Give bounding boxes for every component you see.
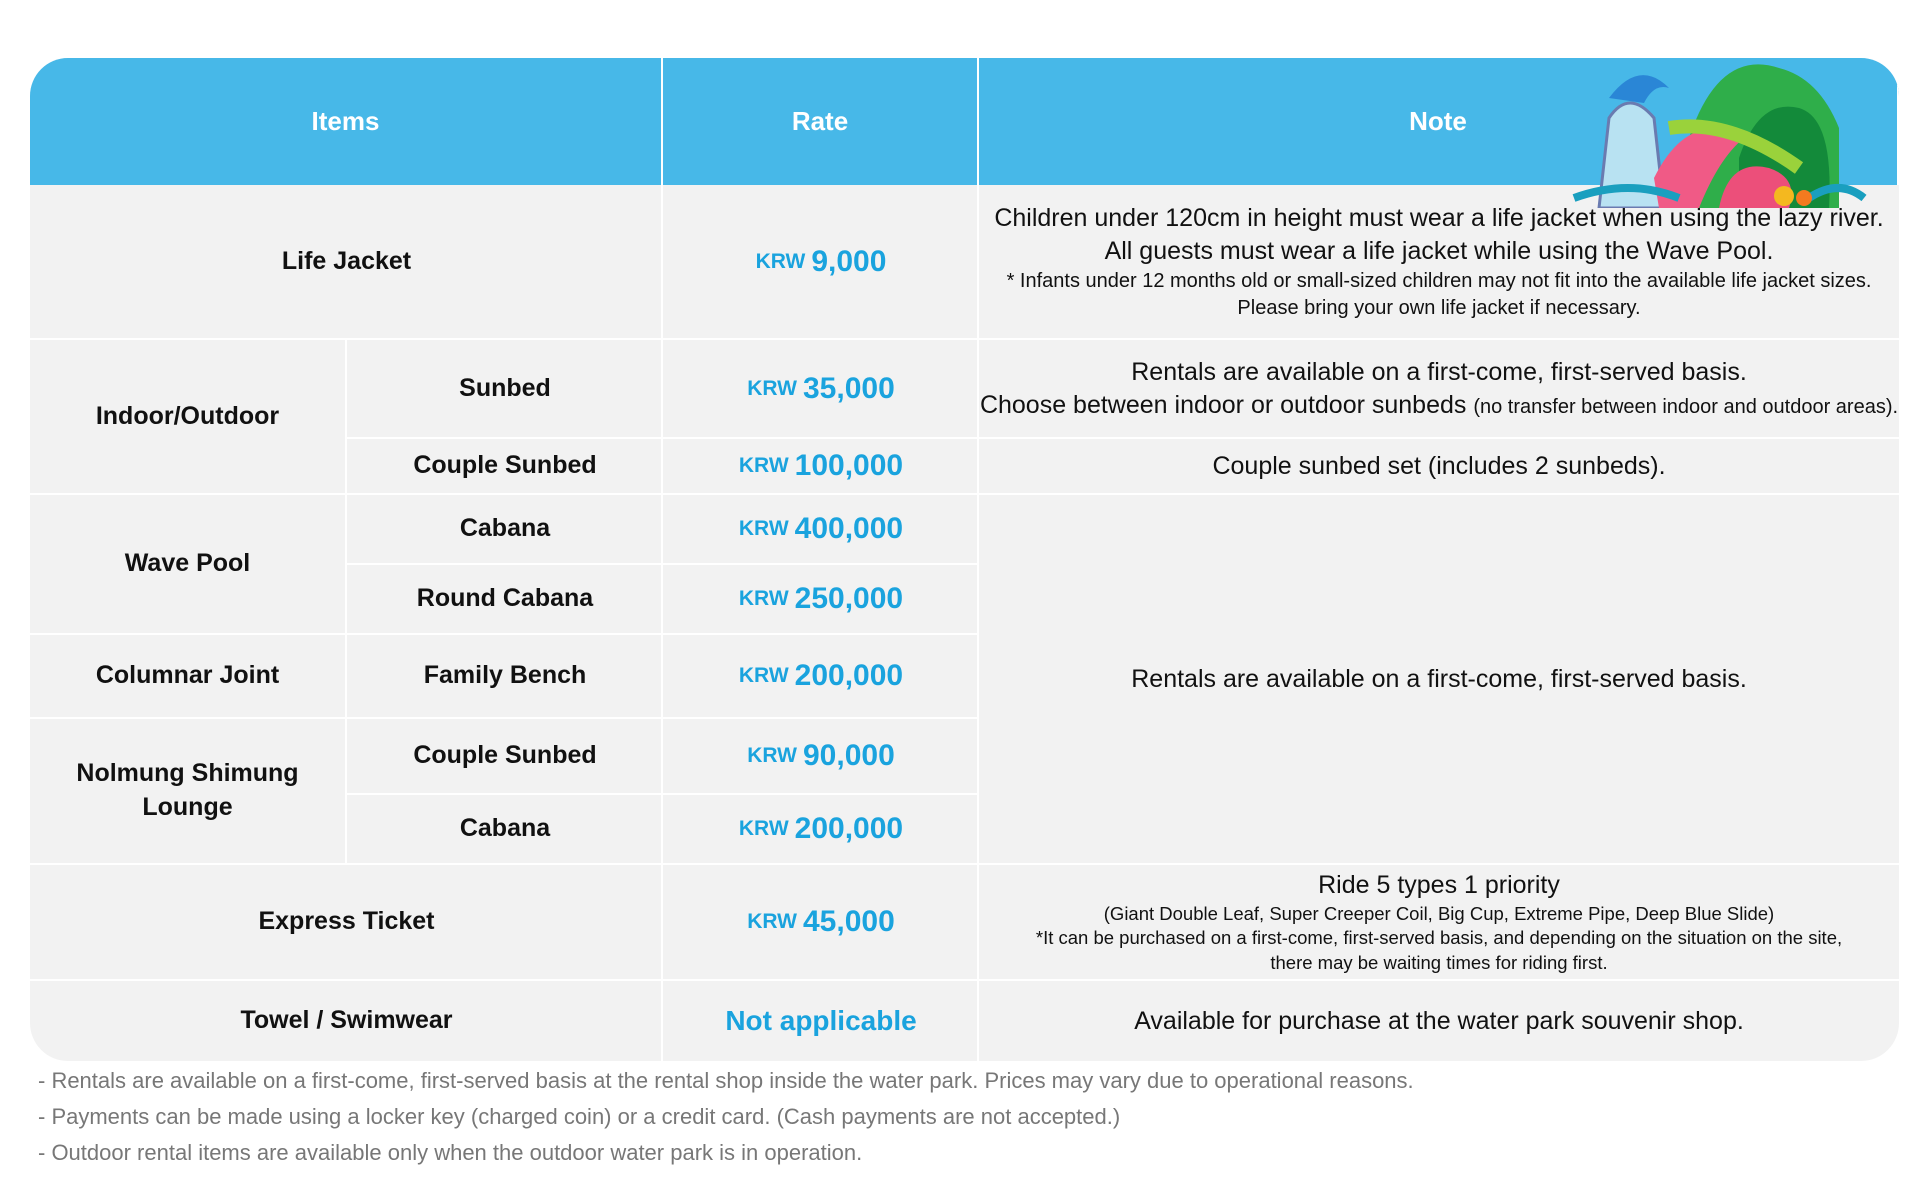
note-sunbed xyxy=(979,340,1899,437)
rate-lounge-couple-sunbed xyxy=(663,719,979,793)
row-divider xyxy=(347,563,979,565)
rate-value: 45,000 xyxy=(803,905,895,938)
rate-cabana xyxy=(663,495,979,563)
subitem-couple-sunbed: Couple Sunbed xyxy=(413,741,597,770)
note-shared-rentals: Rentals are available on a first-come, first-served basis. xyxy=(1131,664,1747,693)
currency-label: KRW xyxy=(747,744,797,767)
rate-life-jacket xyxy=(663,185,979,338)
rate-lounge-cabana xyxy=(663,795,979,863)
subitem-cabana: Cabana xyxy=(459,514,551,543)
note-text-small: (no transfer between indoor and outdoor areas). xyxy=(1473,395,1899,418)
note-line: Children under 120cm in height must wear a life jacket when using the lazy river. xyxy=(994,204,1884,233)
note-couple-sunbed: Couple sunbed set (includes 2 sunbeds). xyxy=(1212,451,1666,480)
item-towel-swimwear: Towel / Swimwear xyxy=(240,1006,453,1035)
rate-round-cabana xyxy=(663,565,979,633)
note-line: (Giant Double Leaf, Super Creeper Coil, Big Cup, Extreme Pipe, Deep Blue Slide) xyxy=(1103,903,1775,925)
item-life-jacket: Life Jacket xyxy=(281,246,412,275)
row-divider xyxy=(30,717,979,719)
footnote: - Rentals are available on a first-come, first-served basis at the rental shop inside the water park. Prices may vary due to operational reasons. xyxy=(38,1068,1414,1093)
currency-label: KRW xyxy=(747,376,797,400)
note-text: Choose between indoor or outdoor sunbeds xyxy=(979,390,1467,419)
rate-value: 9,000 xyxy=(811,244,887,278)
note-line: * Infants under 12 months old or small-sized children may not fit into the available life jacket sizes. xyxy=(1006,270,1872,293)
rate-sunbed xyxy=(663,340,979,437)
row-divider xyxy=(347,793,979,795)
header-rate: Rate xyxy=(663,58,979,185)
row-divider xyxy=(30,338,1899,340)
table-body xyxy=(30,185,1899,1061)
subitem-round-cabana: Round Cabana xyxy=(416,584,594,613)
subitem-sunbed: Sunbed xyxy=(459,373,551,402)
row-divider xyxy=(347,437,1899,439)
rental-price-table-wrapper xyxy=(30,58,1899,1061)
rate-family-bench xyxy=(663,635,979,717)
rate-couple-sunbed xyxy=(663,439,979,493)
note-express-ticket xyxy=(979,865,1899,979)
subitem-family-bench: Family Bench xyxy=(423,661,587,690)
note-line: Please bring your own life jacket if necessary. xyxy=(1237,296,1641,319)
note-towel-swimwear: Available for purchase at the water park souvenir shop. xyxy=(1134,1006,1744,1035)
note-line: there may be waiting times for riding first. xyxy=(1270,951,1608,973)
rate-value: 200,000 xyxy=(794,812,904,845)
note-line: Ride 5 types 1 priority xyxy=(1318,871,1560,900)
rate-value: 400,000 xyxy=(794,512,904,545)
item-indoor-outdoor: Indoor/Outdoor xyxy=(95,401,280,430)
rate-express-ticket xyxy=(663,865,979,979)
item-columnar-joint: Columnar Joint xyxy=(95,661,280,690)
header-note: Note xyxy=(979,58,1899,185)
note-line: Rentals are available on a first-come, first-served basis. xyxy=(1131,357,1747,386)
note-line: All guests must wear a life jacket while using the Wave Pool. xyxy=(1104,237,1774,266)
rate-value: 35,000 xyxy=(803,371,895,405)
note-line xyxy=(980,389,1898,422)
currency-label: KRW xyxy=(738,817,789,840)
currency-label: KRW xyxy=(738,517,789,540)
rate-value: 90,000 xyxy=(803,739,895,772)
table-header xyxy=(30,58,1899,185)
subitem-couple-sunbed: Couple Sunbed xyxy=(413,451,597,480)
note-line: *It can be purchased on a first-come, first-served basis, and depending on the situation on the site, xyxy=(1035,927,1843,949)
currency-label: KRW xyxy=(738,454,789,477)
column-divider xyxy=(345,340,347,863)
rental-price-table xyxy=(30,58,1899,1061)
column-divider xyxy=(661,185,663,1061)
subitem-cabana: Cabana xyxy=(459,814,551,843)
row-divider xyxy=(30,633,979,635)
item-wave-pool: Wave Pool xyxy=(124,549,251,578)
item-express-ticket: Express Ticket xyxy=(258,907,435,936)
row-divider xyxy=(30,979,1899,981)
footnote: - Outdoor rental items are available only when the outdoor water park is in operation. xyxy=(38,1140,863,1165)
currency-label: KRW xyxy=(738,664,789,687)
currency-label: KRW xyxy=(747,910,797,933)
row-divider xyxy=(30,493,1899,495)
row-divider xyxy=(30,863,1899,865)
footnotes xyxy=(38,1063,1414,1171)
column-divider xyxy=(977,185,979,1061)
rate-value: 100,000 xyxy=(794,449,904,482)
currency-label: KRW xyxy=(738,587,789,610)
header-items: Items xyxy=(30,58,663,185)
rate-not-applicable: Not applicable xyxy=(725,1005,917,1036)
note-life-jacket xyxy=(979,185,1899,338)
rate-value: 200,000 xyxy=(794,659,904,692)
item-nolmung-shimung-lounge: Nolmung Shimung Lounge xyxy=(76,759,299,821)
rate-value: 250,000 xyxy=(794,582,904,615)
footnote: - Payments can be made using a locker key (charged coin) or a credit card. (Cash payments are not accepted.) xyxy=(38,1104,1121,1129)
currency-label: KRW xyxy=(755,249,806,273)
